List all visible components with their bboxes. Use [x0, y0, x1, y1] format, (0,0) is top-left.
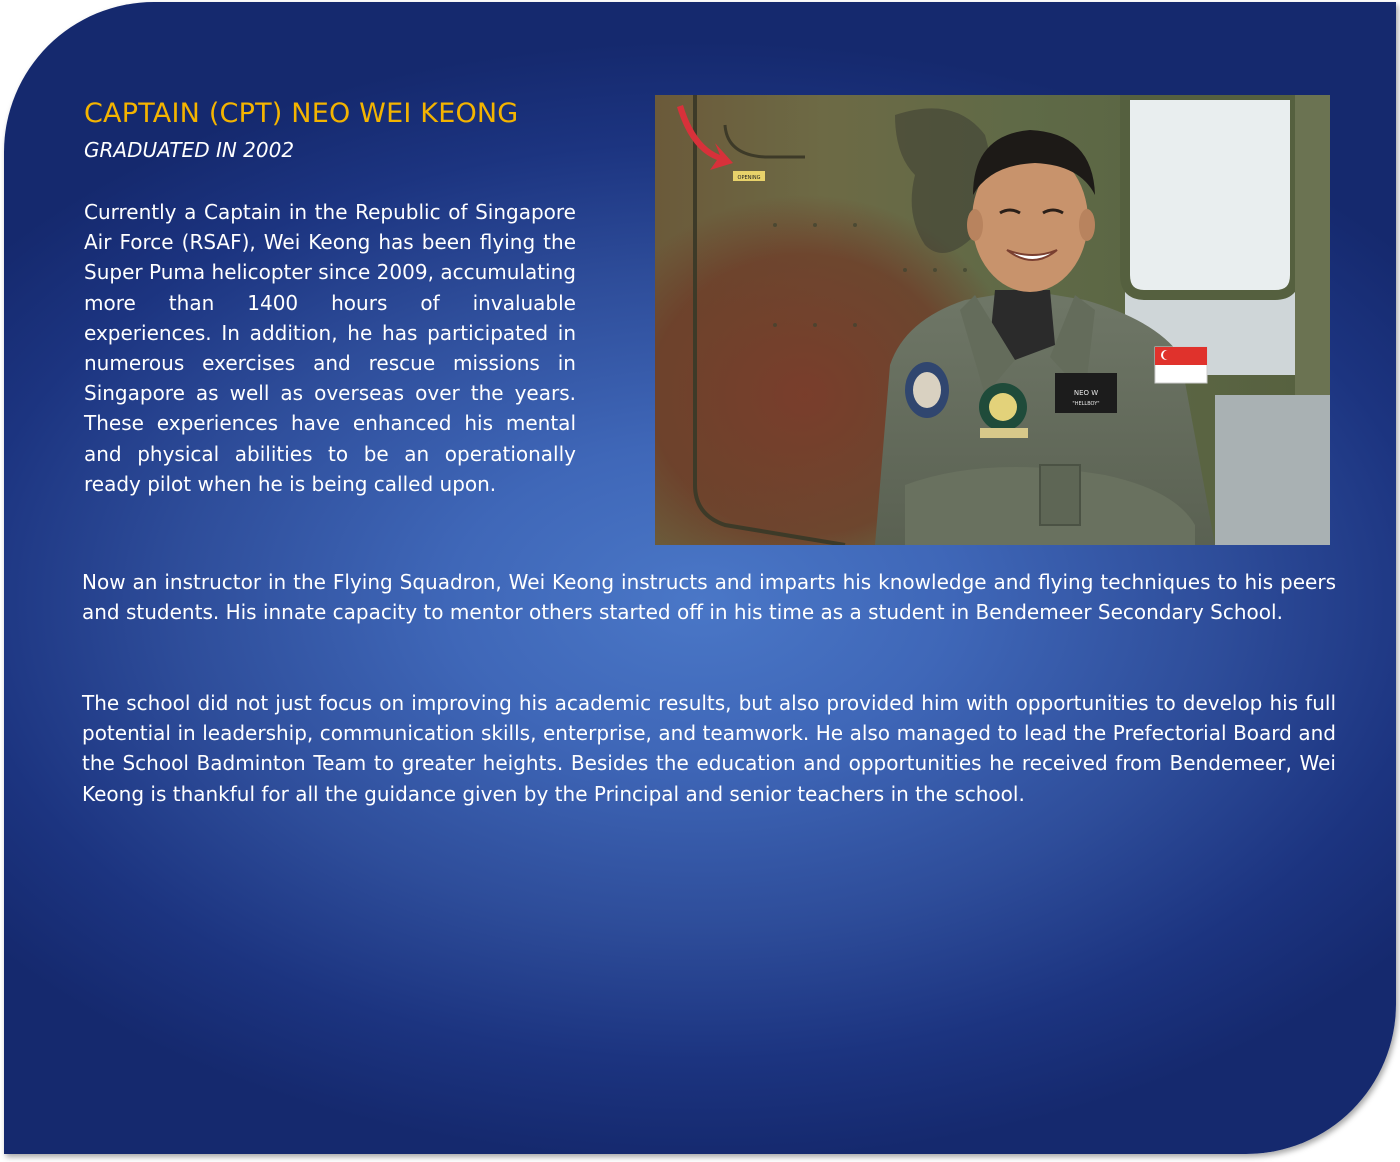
- bio-paragraph-3: The school did not just focus on improving his academic results, but also provided him with opportunities to develop his full potential in leadership, communication skills, enterprise, and teamwork. He also managed to lead the Prefectorial Board and the School Badminton Team to greater heights. Besides the education and opportunities he received from Bendemeer, Wei Keong is thankful for all the guidance given by the Principal and senior teachers in the school.: [82, 691, 1336, 806]
- pilot-photo: [655, 95, 1330, 545]
- bio-paragraph-2: Now an instructor in the Flying Squadron, Wei Keong instructs and imparts his knowledge and flying techniques to his peers and students. His innate capacity to mentor others started off in his time as a student in Bendemeer Secondary School.: [82, 570, 1336, 625]
- bio-paragraph-1: Currently a Captain in the Republic of Singapore Air Force (RSAF), Wei Keong has been flying the Super Puma helicopter since 2009, accumulating more than 1400 hours of invaluable experiences. In addition, he has participated in numerous exercises and rescue missions in Singapore as well as overseas over the years. These experiences have enhanced his mental and physical abilities to be an operationally ready pilot when he is being called upon.: [84, 200, 576, 496]
- profile-name: CAPTAIN (CPT) NEO WEI KEONG: [84, 98, 519, 129]
- profile-card: [4, 2, 1396, 1154]
- pilot-callsign-tag: "HELLBOY": [1072, 401, 1100, 407]
- opening-sticker-text: OPENING: [737, 175, 761, 181]
- graduation-year: GRADUATED IN 2002: [84, 138, 295, 162]
- pilot-name-tag: NEO W: [1073, 389, 1099, 397]
